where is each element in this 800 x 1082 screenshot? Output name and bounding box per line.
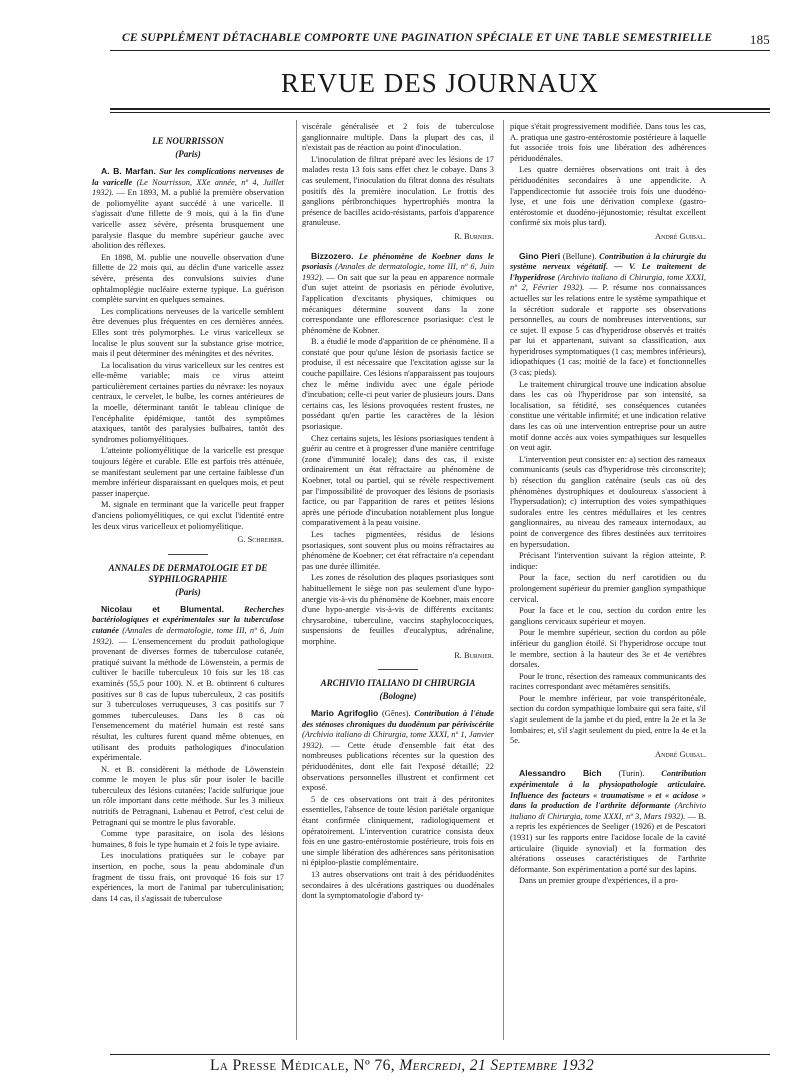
supplement-notice: CE SUPPLÉMENT DÉTACHABLE COMPORTE UNE PAGINATION SPÉCIALE ET UNE TABLE SEMESTRIELLE	[122, 32, 713, 44]
article-source: (Annales de dermatologie, tome III, nº 6, Juin 1932).	[302, 262, 494, 282]
article-author: Nicolau et Blumental.	[101, 603, 225, 614]
article-paragraph: B. a étudié le mode d'apparition de ce phénomène. Il a constaté que pour qu'une lésion de psoriasis factice se produise, il est nécessaire que l'excitation agisse sur la couche papillaire. Ces lésions n'apparaissent pas toujours chez le même individu avec une égale période d'incubation; celle-ci peut varier de plusieurs jours. Dans certains cas, les lésions provoquées restent frustes, ne possédant qu'en partie les caractères de la lésion psoriasique.	[302, 337, 494, 432]
article-paragraph: Pour le tronc, résection des rameaux communicants des racines correspondant avec métamères sensitifs.	[510, 671, 706, 692]
article-author: Alessandro Bich	[519, 768, 602, 779]
reviewer-signature: R. Burnier.	[454, 650, 494, 660]
article-paragraph: La localisation du virus varicelleux sur les centres est elle-même variable; mais ce virus atteint particulièrement certaines parties du névraxe: les noyaux centraux, le cervelet, le bulbe, les cornes antérieures de la moelle, déterminant tantôt le tableau clinique de l'encéphalite épidémique, tantôt des symptômes ataxiques, tantôt des paralysies bulbaires, tantôt des syndromes poliomyélitiques.	[92, 360, 284, 444]
journal-city: (Paris)	[175, 149, 201, 159]
journal-heading: ANNALES DE DERMATOLOGIE ET DE SYPHILOGRAPHIE	[108, 562, 268, 584]
article-paragraph: Le traitement chirurgical trouve une indication absolue dans les cas où l'hyperidrose par son intensité, sa localisation, sa fétidité, ses conséquences cutanées constitue une véritable infirmité; et une indication relative dans les cas où une intervention entreprise pour un autre motif donne accès aux voies sympathiques sur lesquelles on veut agir.	[510, 379, 706, 453]
article-paragraph: Les inoculations pratiquées sur le cobaye par insertion, en poche, sous la peau abdominale d'un fragment de tissu frais, ont provoqué 16 fois sur 17 expériences, la mort de l'animal par tuberculinisation; dans 14 cas, il s'agissait de tuberculose	[92, 851, 284, 903]
article-title: Sur les complications nerveuses de la varicelle	[92, 167, 284, 187]
author-place: (Turin).	[618, 769, 645, 779]
article-text: — L'ensemencement du produit pathologique provenant de diverses formes de tuberculose cutanée, pratiqué suivant la méthode de Löwenstein, a permis de cultiver le bacille tuberculeux 10 fois sur les 18 cas examinés (55,5 pour 100). N. et B. obtinrent 6 cultures positives sur 8 cas de lupus tuberculeux, 2 cas positifs sur 3 tuberculoses verruqueuses, 3 cas positifs sur 7 gommes tuberculeuses. Dans les 8 cas où l'ensemencement du matériel humain est resté sans résultat, les cultures furent quand même obtenues, en utilisant des produits pathologiques d'inoculation expérimentale.	[92, 636, 284, 763]
journal-heading: LE NOURRISSON	[152, 136, 224, 146]
reviewer-signature: André Guibal.	[655, 231, 706, 241]
journal-heading: ARCHIVIO ITALIANO DI CHIRURGIA	[320, 678, 476, 689]
article-paragraph: Pour le membre inférieur, par voie transpéritonéale, section du cordon sympathique lombaire qui sera faite, s'il s'agit seulement de la jambe et du pied, entre la 2e et la 3e lombaires; et, s'il s'agit seulement du pied, entre la 4e et la 5e.	[510, 693, 706, 746]
article-title: Contribution à la chirurgie du système nerveux végétatif. — V. Le traitement de l'hyperidrose	[510, 251, 706, 282]
article-paragraph: Pour la face, section du nerf carotidien ou du prolongement supérieur du premier ganglion sympathique cervical.	[510, 573, 706, 604]
article-title: Le phénomène de Koebner dans le psoriasis	[302, 251, 494, 272]
column-divider	[296, 120, 297, 1040]
article-paragraph: En 1898, M. publie une nouvelle observation d'une fillette de 22 mois qui, au déclin d'une varicelle assez sévère, présenta des convulsions suivies d'une ophtalmoplégie nucléaire externe typique. La guérison complète survint en quelques semaines.	[92, 252, 284, 305]
article-lead	[510, 768, 706, 875]
article-paragraph: Les taches pigmentées, résidus de lésions psoriasiques, sont souvent plus ou moins réfractaires au phénomène de Koebner; cet état réfractaire n'a cependant pas une durée illimitée.	[302, 529, 494, 571]
footer-rule	[110, 1054, 770, 1055]
article-paragraph: viscérale généralisée et 2 fois de tuberculose ganglionnaire multiple. Dans la plupart des cas, il n'existait pas de réaction au point d'inoculation.	[302, 122, 494, 153]
article-source: (Archivio italiano di Chirurgia, tome XXXI, nº 2, Février 1932).	[510, 272, 706, 293]
article-paragraph: 13 autres observations ont trait à des périduodénites secondaires à des ulcérations gastriques ou duodénales dont la symptomatologie d'abord ty-	[302, 870, 494, 901]
reviewer-signature: G. Schreiber.	[237, 535, 284, 545]
article-paragraph: Les quatre dernières observations ont trait à des périduodénites secondaires à une appendicite. A l'appendicectomie fut associée trois fois une duodéno-lyse, et une fois une dérivation complexe (gastro-entérostomie et duodéno-jéjunostomie; résultat excellent confirmé six mois plus tard).	[510, 165, 706, 228]
running-header	[70, 32, 770, 48]
article-text: — B. a repris les expériences de Seeliger (1926) et de Pescatori (1931) sur les rapports entre l'acidose locale de la cavité articulaire (liquide synovial) et la formation des altérations osseuses caractéristiques de l'arthrite déformante. Son expérimentation a porté sur des lapins.	[510, 811, 706, 874]
article-author: Gino Pieri	[519, 250, 561, 261]
reviewer-signature: André Guibal.	[655, 749, 706, 759]
article-text: — P. résume nos connaissances actuelles sur les relations entre le système sympathique et la sécrétion sudorale et rapporte ses observations personnelles, au cours de nombreuses interventions, sur ce sujet. Il expose 5 cas d'hyperidrose observés et traités par lui et appartenant, suivant sa classification, aux hyperidroses symptomatiques (1 cas; membres inférieurs), idiopathiques (1 cas; moitié de la face) et fonctionnelles (3 cas; pieds).	[510, 283, 706, 378]
issue-date: Mercredi, 21 Septembre 1932	[399, 1057, 595, 1074]
article-paragraph: L'atteinte poliomyélitique de la varicelle est presque toujours légère et curable. Elle est parfois très atténuée, se manifestant seulement par une certaine faiblesse d'un membre inférieur disparaissant en quelques mois, et peut passer inaperçue.	[92, 446, 284, 498]
article-paragraph: Les complications nerveuses de la varicelle semblent être devenues plus fréquentes en ces dernières années. Elles sont très polymorphes. Le virus varicelleux se localise le plus souvent sur la substance grise motrice, mais il peut déterminer des méningites et des névrites.	[92, 306, 284, 359]
title-rule-thin	[110, 112, 770, 113]
article-source: (Le Nourrisson, XXe année, nº 4, Juillet 1932).	[92, 177, 284, 198]
article-author: A. B. Marfan.	[101, 166, 156, 176]
separator-rule	[168, 554, 208, 555]
article-lead	[302, 708, 494, 794]
article-author: Mario Agrifoglio	[311, 708, 379, 719]
header-rule	[110, 50, 770, 51]
article-lead	[92, 166, 284, 252]
article-paragraph: Comme type parasitaire, on isola des lésions humaines, 8 fois le type humain et 2 fois le type aviaire.	[92, 829, 284, 849]
article-source: (Archivio italiano di Chirurgia, tome XXXI, nº 1, Janvier 1932).	[302, 730, 494, 750]
column-2	[302, 122, 494, 1040]
journal-city: (Bologne)	[379, 691, 417, 702]
page-number: 185	[749, 32, 770, 47]
article-paragraph: Chez certains sujets, les lésions psoriasiques tendent à guérir au centre et à progresser d'une manière centrifuge (zone d'immunité locale); dans des cas, il existe ordinairement un état réfractaire au phénomène de Koebner, total ou partiel, qui se révèle respectivement par l'impossibilité de provoquer des lésions de psoriasis factice, ou par l'apparition de rares et petites lésions après une période d'incubation notablement plus longue comparativement à la peau voisine.	[302, 433, 494, 528]
article-paragraph: L'intervention peut consister en: a) section des rameaux communicants (seuls cas d'hyperidrose très circonscrite); b) résection du ganglion caténaire (seuls cas où des phénomènes dystrophiques et douloureux s'associent à l'hypersudation); c) interruption des voies sympathiques sudorales entre les centres médullaires et les centres ganglionnaires, au niveau des rameaux internodaux, au point de convergence des fibres destinées aux territoires en hypersudation.	[510, 454, 706, 549]
section-title: REVUE DES JOURNAUX	[280, 68, 599, 98]
article-source: (Archivio italiano di Chirurgia, tome XXXI, nº 3, Mars 1932).	[510, 801, 706, 821]
journal-name: La Presse Médicale,	[210, 1057, 350, 1074]
article-lead	[92, 604, 284, 764]
article-title: Contribution à l'étude des sténoses chroniques du duodénum par périviscérite	[302, 709, 494, 729]
reviewer-signature: R. Burnier.	[454, 231, 494, 241]
article-paragraph: Précisant l'intervention suivant la région atteinte, P. indique:	[510, 551, 706, 571]
article-author: Bizzozero.	[311, 250, 354, 261]
article-paragraph: Les zones de résolution des plaques psoriasiques sont habituellement le siège non pas seulement d'une hypo-anergie vis-à-vis du phénomène de Koebner, mais encore d'une hypo-anergie vis-à-vis de différents excitants: chrysarobine, tuberculine, vaccins staphylococciques, suspensions de feuilles d'eucalyptus, adrénaline, morphine.	[302, 573, 494, 646]
article-paragraph: pique s'était progressivement modifiée. Dans tous les cas, A. pratiqua une gastro-entérostomie postérieure à laquelle fut associée trois fois une libération des adhérences périduodénales.	[510, 122, 706, 163]
column-1	[92, 130, 284, 1048]
title-rule-thick	[110, 108, 770, 110]
article-source: (Annales de dermatologie, tome III, nº 6, Juin 1932).	[92, 625, 284, 646]
author-place: (Gênes).	[382, 709, 411, 719]
article-paragraph: L'inoculation de filtrat préparé avec les lésions de 17 malades resta 13 fois sans effet chez le cobaye. Dans 3 cas seulement, l'inoculation du filtrat donna des résultats positifs dès la première inoculation. Le frottis des ganglions péribronchiques hypertrophiés montra la présence de bacilles acido-résistants, parfois d'apparence granuleuse.	[302, 154, 494, 228]
article-paragraph: M. signale en terminant que la varicelle peut frapper d'anciens poliomyélitiques, ce qui exclut l'identité entre les deux virus varicelleux et poliomyélitique.	[92, 500, 284, 531]
article-title: Contribution expérimentale à la physiopathologie articulaire. Influence des facteurs « traumatisme » et « acidose » dans la production de l'arthrite déformante	[510, 769, 706, 811]
separator-rule	[378, 669, 418, 670]
article-paragraph: Pour la face et le cou, section du cordon entre les ganglions cervicaux supérieur et moyen.	[510, 606, 706, 626]
article-text: — On sait que sur la peau en apparence normale d'un sujet atteint de psoriasis en période évolutive, l'application d'excitants physiques, chimiques ou mécaniques détermine souvent dans la zone correspondante une efflorescence psoriasique: c'est le phénomène de Kobner.	[302, 272, 494, 335]
article-paragraph: Pour le membre supérieur, section du cordon au pôle inférieur du ganglion étoilé. Si l'hyperidrose occupe tout le membre, section à la hauteur des 3e et 4e vertèbres dorsales.	[510, 628, 706, 670]
issue-number: Nº 76,	[353, 1057, 396, 1074]
article-lead	[302, 251, 494, 337]
article-lead	[510, 251, 706, 379]
footer	[210, 1057, 770, 1075]
article-paragraph: Dans un premier groupe d'expériences, il a pro-	[519, 876, 679, 886]
article-paragraph: N. et B. considèrent la méthode de Löwenstein comme le moyen le plus sûr pour isoler le bacille tuberculeux des lésions cutanées; l'acide sulfurique joue un rôle important dans cette méthode. Sur les 3 milieux nutritifs de Petragnani, Lubenau et Petrof, c'est celui de Petragnani qui se montre le plus favorable.	[92, 764, 284, 827]
column-divider	[503, 120, 504, 1040]
column-3	[510, 122, 706, 1040]
article-paragraph: 5 de ces observations ont trait à des péritonites essentielles, l'absence de toute lésion pariétale organique étant confirmée cliniquement, radiologiquement et opératoirement. L'intervention curatrice consista deux fois en une gastro-entérostomie postérieure, trois fois en une simple libération des adhérences sans péritonisation ni épiploo-plastie complémentaire.	[302, 794, 494, 868]
journal-city: (Paris)	[175, 586, 201, 597]
article-text: — En 1893, M. a publié la première observation de poliomyélite ayant succédé à une varicelle. Il s'agissait d'une fillette de 9 mois, qui à la fin d'une varicelle assez sévère, présenta brusquement une paralysie flasque du membre supérieur gauche avec abolition des réflexes.	[92, 188, 284, 251]
article-text: — Cette étude d'ensemble fait état des nombreuses publications récentes sur la question des périduodénites, dont elle fait l'exposé détaillé; 22 observations personnelles illustrent et confirment cet exposé.	[302, 740, 494, 793]
article-title: Recherches bactériologiques et expérimentales sur la tuberculose cutanée	[92, 604, 284, 635]
author-place: (Bellune).	[562, 251, 597, 261]
